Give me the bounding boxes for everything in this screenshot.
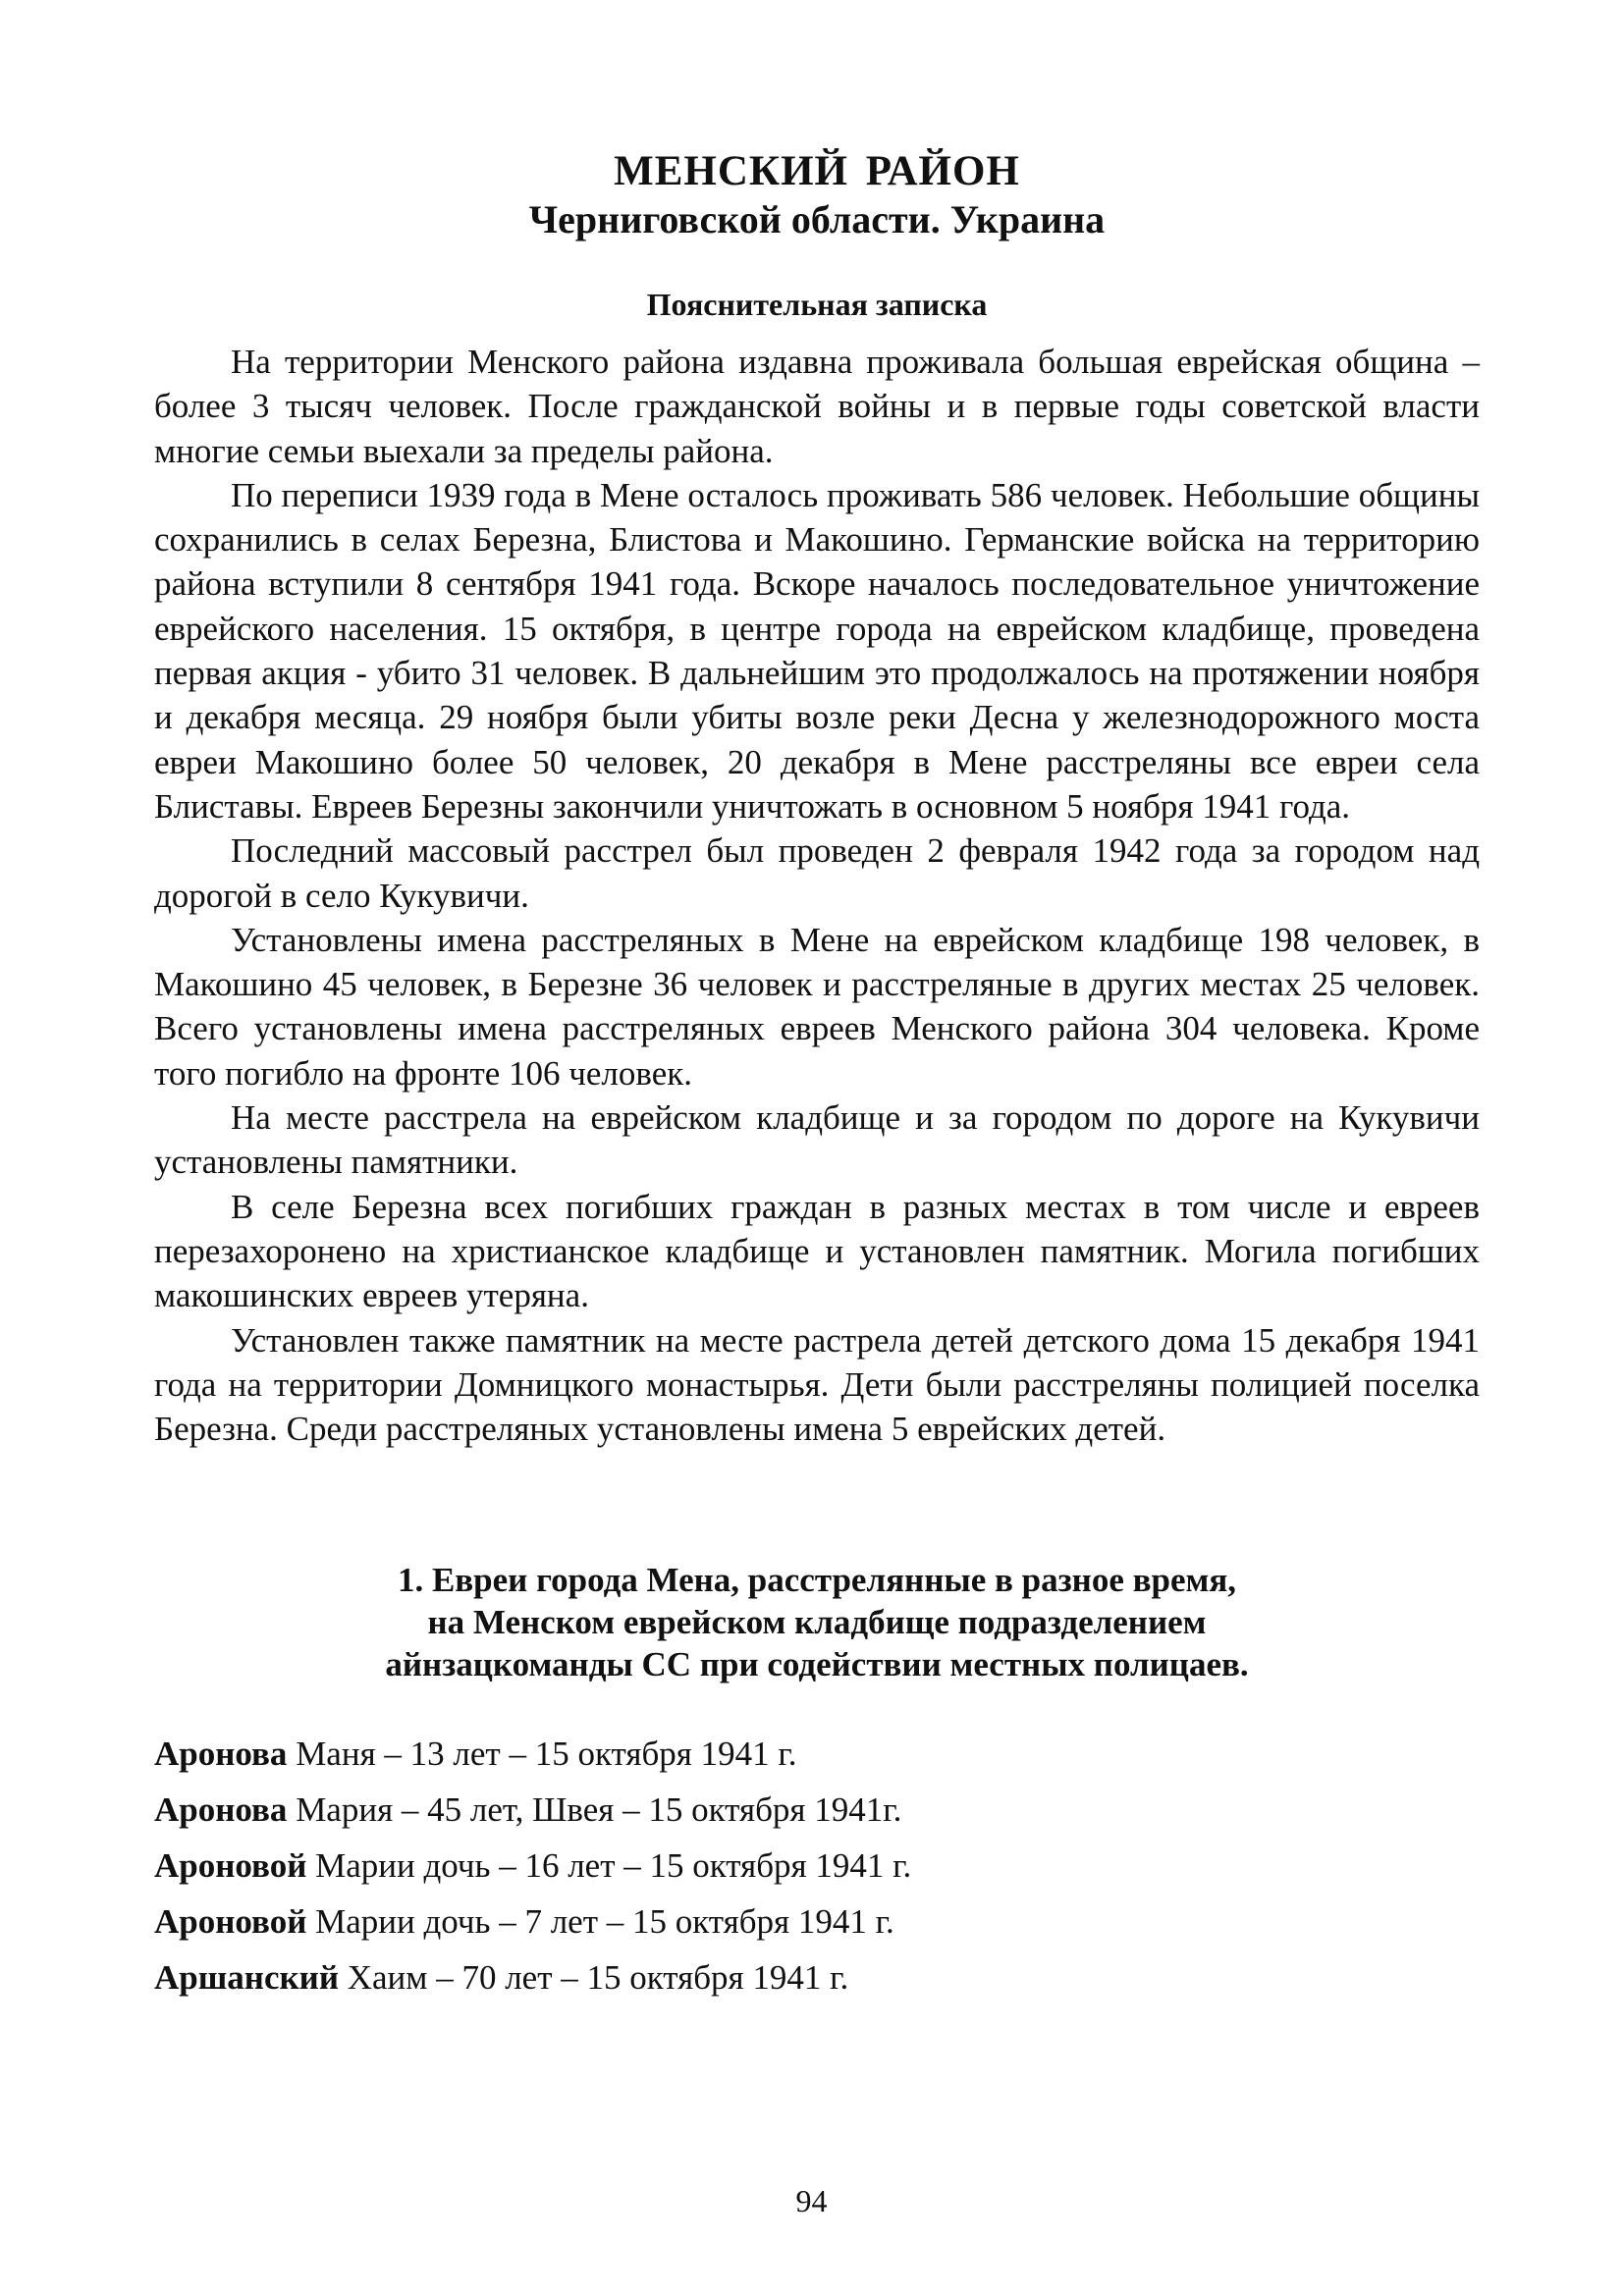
victim-details: Хаим – 70 лет – 15 октября 1941 г. [339,1958,849,1998]
page-subtitle: Черниговской области. Украина [528,197,1106,241]
section-heading-line: 1. Евреи города Мена, расстрелянные в разное время, [397,1561,1237,1600]
victim-surname: Аронова [154,1790,288,1830]
section-heading-line: айнзацкоманды СС при содействии местных полицаев. [385,1645,1249,1684]
victim-details: Марии дочь – 7 лет – 15 октября 1941 г. [306,1902,894,1942]
note-paragraph: На территории Менского района издавна проживала большая еврейская община – более 3 тысяч человек. После гражданской войны и в первые годы советской власти многие семьи выехали за пределы района. [154,343,1480,470]
note-paragraph: На месте расстрела на еврейском кладбище и за городом по дороге на Кукувичи установлены памятники. [154,1098,1480,1182]
list-item [154,1845,1480,1886]
note-paragraph: Установлены имена расстреляных в Мене на еврейском кладбище 198 человек, в Макошино 45 человек, в Березне 36 человек и расстреляные в других местах 25 человек. Всего установлены имена расстреляных евреев Менского района 304 человека. Кроме того погибло на фронте 106 человек. [154,920,1480,1093]
victim-details: Мария – 45 лет, Швея – 15 октября 1941г. [287,1790,902,1830]
document-page [154,147,1480,2013]
page-number: 94 [795,2183,828,2218]
victim-surname: Ароновой [154,1846,307,1886]
section-heading-line: на Менском еврейском кладбище подразделением [427,1603,1207,1642]
victim-details: Маня – 13 лет – 15 октября 1941 г. [287,1735,797,1774]
list-item [154,1957,1480,1998]
note-heading: Пояснительная записка [646,287,988,322]
list-item [154,1901,1480,1942]
note-paragraph: Последний массовый расстрел был проведен 2 февраля 1942 года за городом над дорогой в село Кукувичи. [154,831,1480,915]
note-body [154,340,1480,1451]
victim-surname: Аронова [154,1735,288,1774]
victim-surname: Аршанский [154,1958,339,1998]
note-paragraph: В селе Березна всех погибших граждан в разных местах в том числе и евреев перезахоронено на христианское кладбище и установлен памятник. Могила погибших макошинских евреев утеряна. [154,1187,1480,1315]
note-paragraph: Установлен также памятник на месте растрела детей детского дома 15 декабря 1941 года на территории Домницкого монастырья. Дети были расстреляны полицией поселка Березна. Среди расстреляных установлены имена 5 еврейских детей. [154,1320,1480,1449]
section-heading [154,1559,1480,1685]
note-paragraph: По переписи 1939 года в Мене осталось проживать 586 человек. Небольшие общины сохранились в селах Березна, Блистова и Макошино. Германские войска на территорию района вступили 8 сентября 1941 года. Вскоре началось последовательное уничтожение еврейского населения. 15 октября, в центре города на еврейском кладбище, проведена первая акция - убито 31 человек. В дальнейшим это продолжалось на протяжении ноября и декабря месяца. 29 ноября были убиты возле реки Десна у железнодорожного моста евреи Макошино более 50 человек, 20 декабря в Мене расстреляны все евреи села Блиставы. Евреев Березны закончили уничтожать в основном 5 ноября 1941 года. [154,475,1480,826]
victim-details: Марии дочь – 16 лет – 15 октября 1941 г. [306,1846,912,1886]
list-item [154,1789,1480,1830]
list-item [154,1734,1480,1774]
victim-list [154,1734,1480,1998]
page-title: МЕНСКИЙ РАЙОН [614,148,1020,194]
victim-surname: Ароновой [154,1902,307,1942]
